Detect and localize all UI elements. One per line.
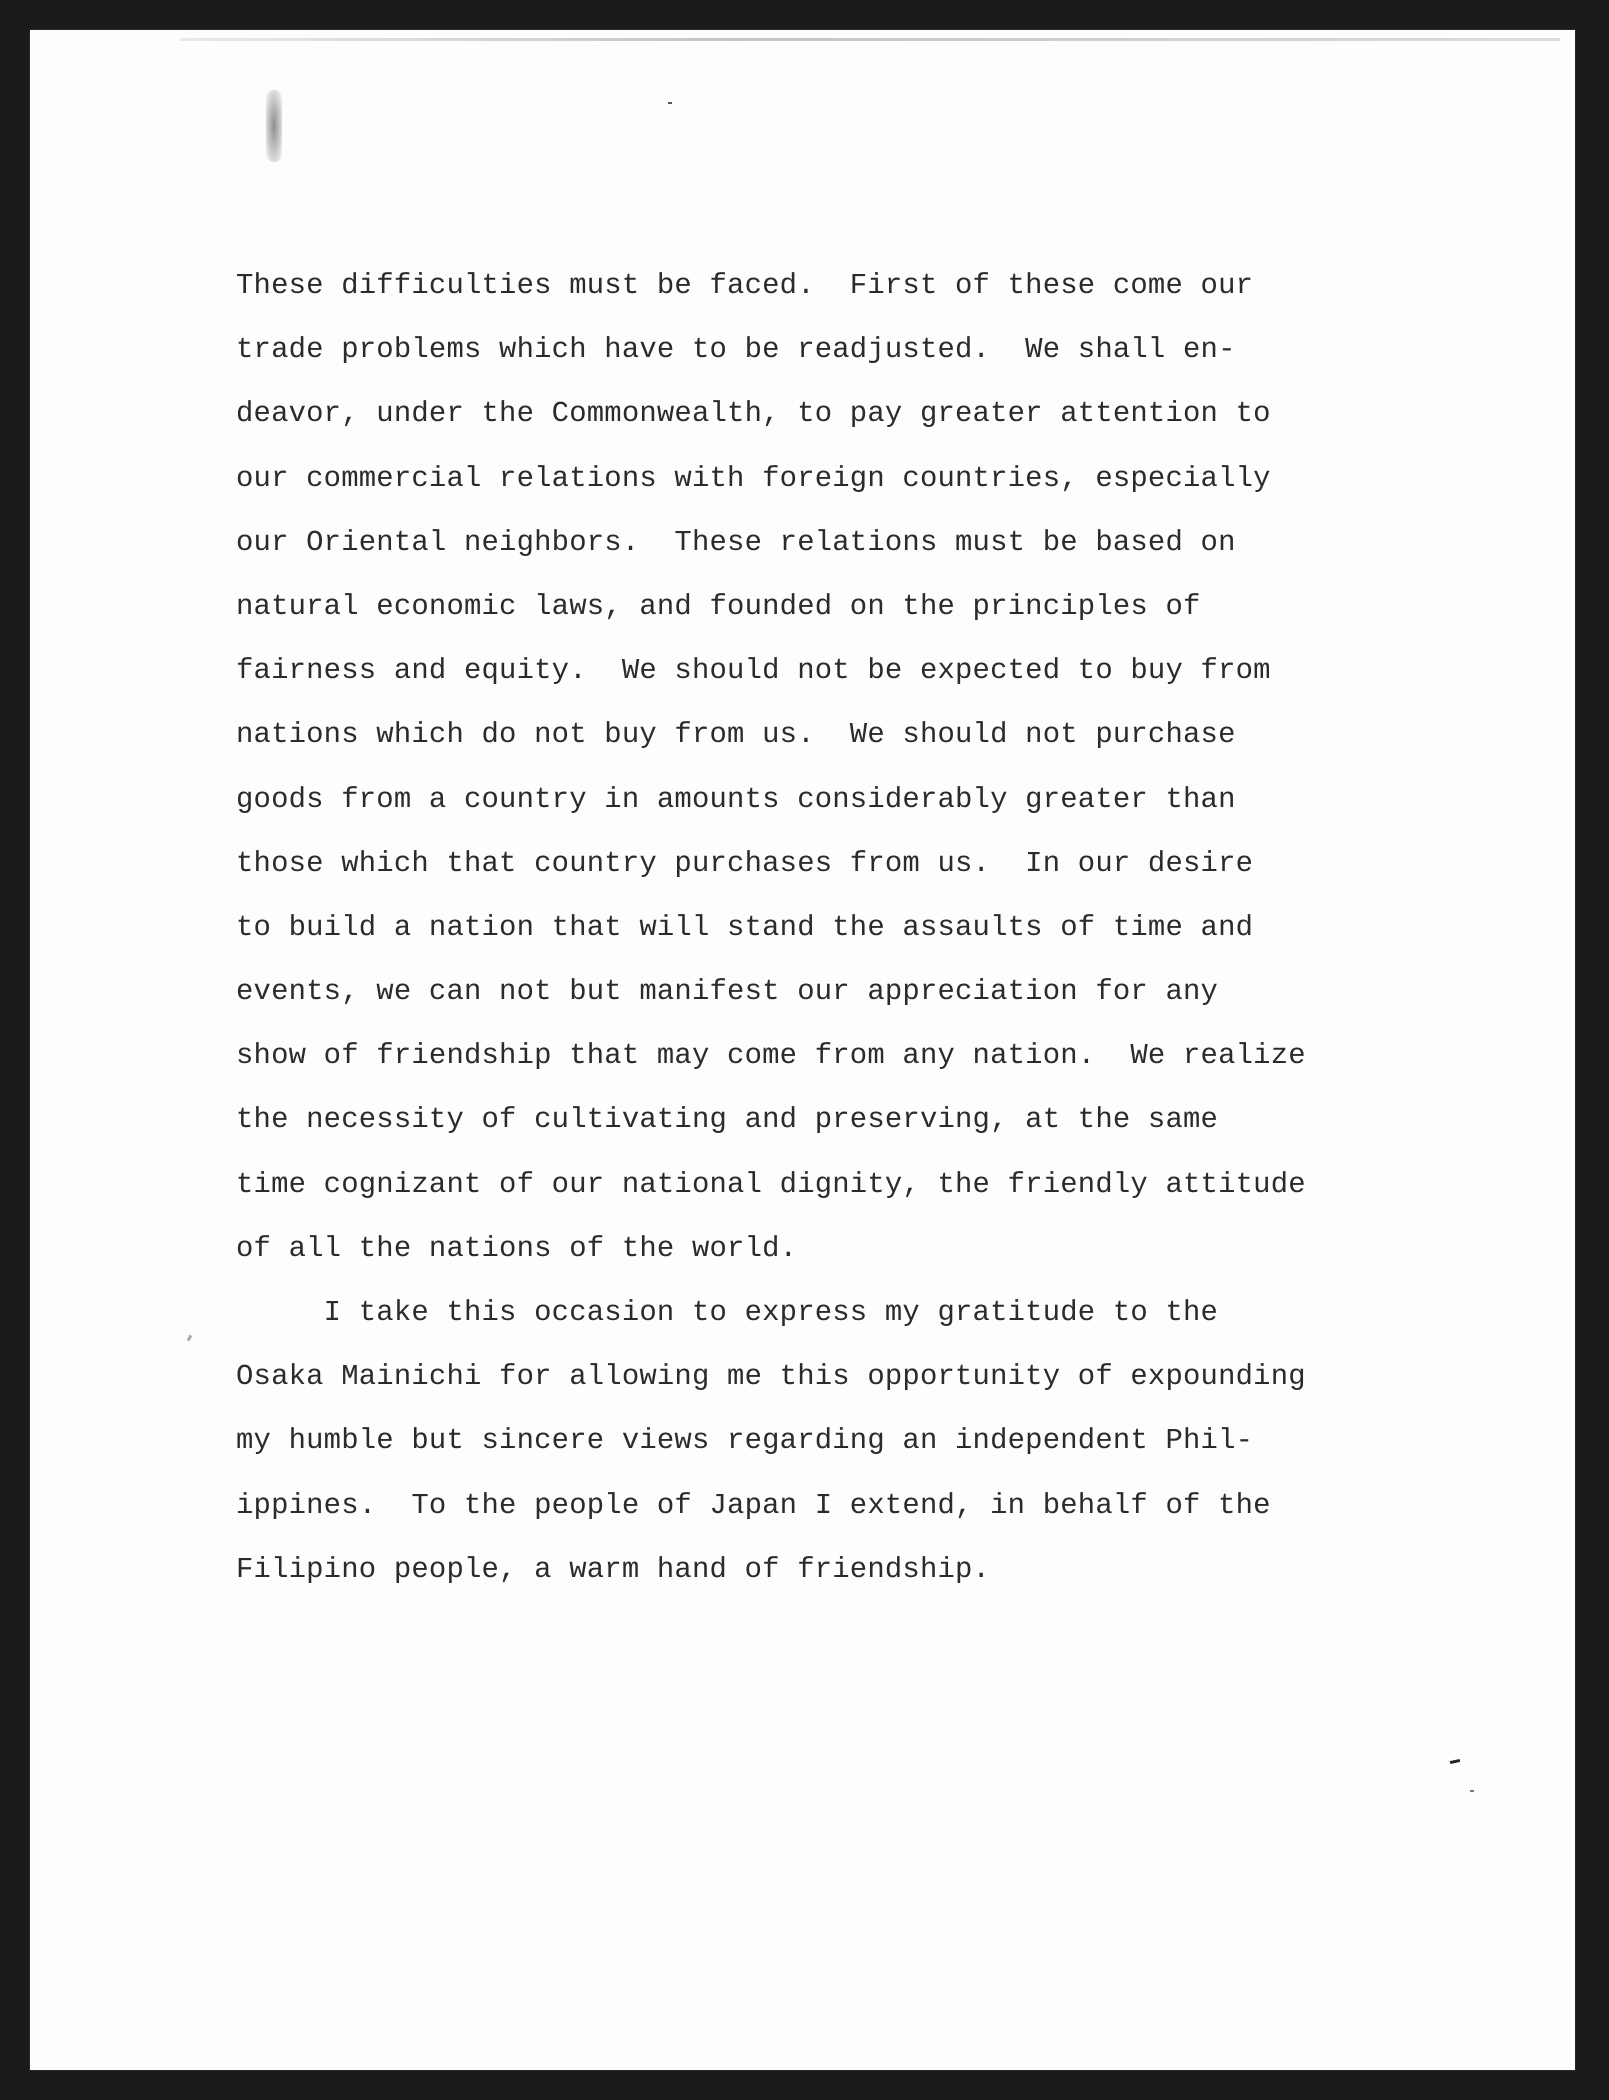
text-line: time cognizant of our national dignity, the friendly attitude [236,1167,1306,1201]
text-line: show of friendship that may come from any nation. We realize [236,1039,1306,1073]
text-line: of all the nations of the world. [236,1231,798,1265]
scan-speck [668,102,672,104]
text-line: These difficulties must be faced. First of these come our [236,269,1254,302]
text-line: nations which do not buy from us. We should not purchase [236,718,1236,752]
text-line: our commercial relations with foreign countries, especially [236,461,1271,495]
binder-punch-hole-mark [266,90,282,162]
text-line: deavor, under the Commonwealth, to pay greater attention to [236,397,1271,431]
scan-speck [1450,1759,1460,1764]
typewritten-body [236,254,1458,1602]
text-line: Filipino people, a warm hand of friendship. [236,1552,991,1586]
text-line: goods from a country in amounts considerably greater than [236,782,1236,816]
text-line: to build a nation that will stand the assaults of time and [236,910,1254,944]
text-line: trade problems which have to be readjusted. We shall en- [236,333,1236,367]
text-line: Osaka Mainichi for allowing me this opportunity of expounding [236,1360,1306,1394]
scan-speck [1470,1790,1474,1792]
text-line: the necessity of cultivating and preserving, at the same [236,1103,1219,1137]
text-line: our Oriental neighbors. These relations must be based on [236,525,1236,559]
text-line: natural economic laws, and founded on the principles of [236,589,1201,623]
text-line: my humble but sincere views regarding an independent Phil- [236,1424,1254,1458]
text-line: fairness and equity. We should not be expected to buy from [236,654,1271,688]
scan-top-edge [180,38,1560,41]
text-line: ippines. To the people of Japan I extend, in behalf of the [236,1488,1271,1522]
text-line: those which that country purchases from us. In our desire [236,846,1254,880]
text-line: I take this occasion to express my gratitude to the [236,1296,1219,1329]
scan-speck [187,1335,193,1342]
text-line: events, we can not but manifest our appreciation for any [236,975,1219,1009]
